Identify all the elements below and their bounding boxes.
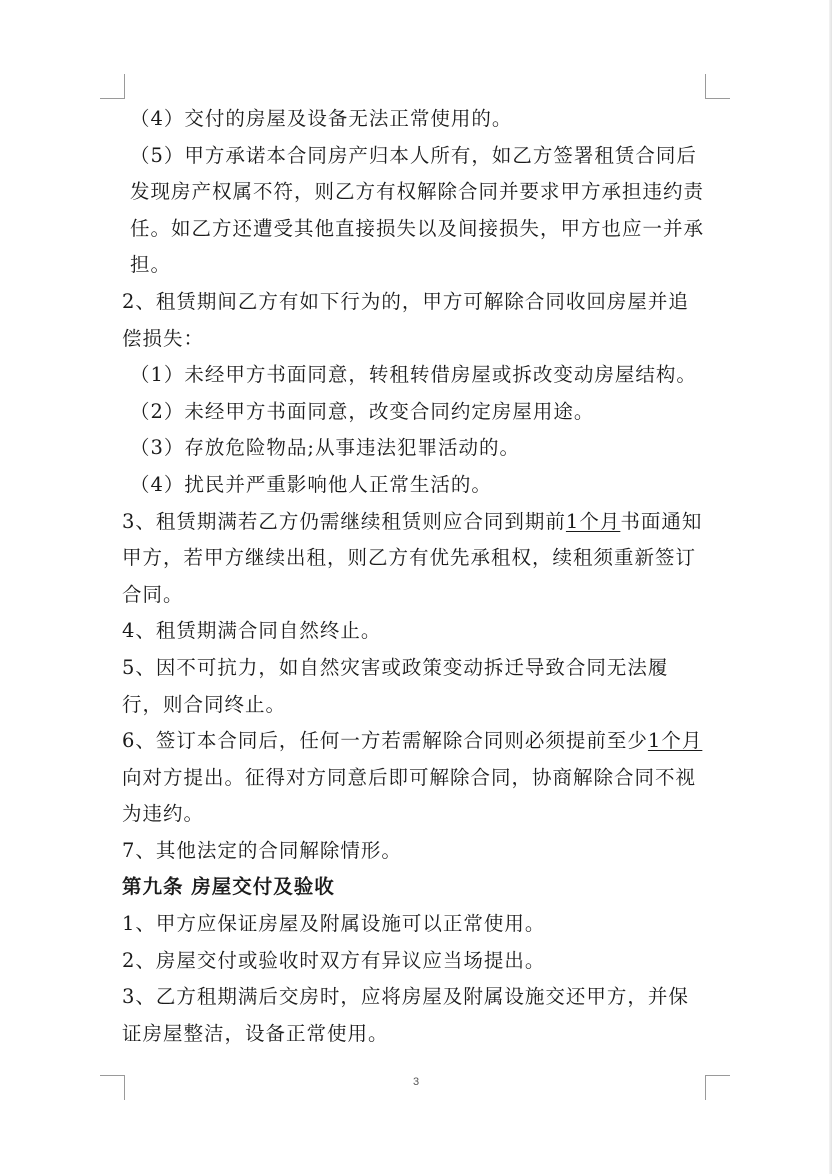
paragraph-article-9-item-2: 2、房屋交付或验收时双方有异议应当场提出。: [122, 948, 546, 972]
paragraph-item-2-sub1: （1）未经甲方书面同意，转租转借房屋或拆改变动房屋结构。: [130, 363, 697, 387]
paragraph-item-3: [122, 504, 708, 614]
paragraph-item-4: 4、租赁期满合同自然终止。: [122, 619, 382, 643]
document-body: [122, 101, 708, 1052]
paragraph-clause-5-sub5: （5）甲方承诺本合同房产归本人所有，如乙方签署租赁合同后发现房产权属不符，则乙方有权解除合同并要求甲方承担违约责任。如乙方还遭受其他直接损失以及间接损失，甲方也应一并承担。: [130, 143, 705, 277]
crop-mark-top-left: [100, 74, 125, 99]
paragraph-article-9-item-3: 3、乙方租期满后交房时，应将房屋及附属设施交还甲方，并保证房屋整洁，设备正常使用。: [122, 985, 689, 1045]
paragraph-item-6: [122, 723, 708, 833]
paragraph-article-9-item-1: 1、甲方应保证房屋及附属设施可以正常使用。: [122, 912, 546, 936]
paragraph-item-2-sub4: （4）扰民并严重影响他人正常生活的。: [130, 472, 492, 496]
paragraph-item-6-text-after: 向对方提出。征得对方同意后即可解除合同，协商解除合同不视为违约。: [122, 765, 697, 826]
page-number: 3: [412, 1076, 420, 1088]
paragraph-item-2-sub3: （3）存放危险物品;从事违法犯罪活动的。: [130, 436, 520, 460]
paragraph-item-5: 5、因不可抗力，如自然灾害或政策变动拆迁导致合同无法履行，则合同终止。: [122, 655, 669, 716]
paragraph-item-2-sub2: （2）未经甲方书面同意，改变合同约定房屋用途。: [130, 399, 595, 423]
termination-notice-underlined: 1个月: [647, 729, 703, 753]
notice-period-underlined: 1个月: [565, 509, 621, 533]
paragraph-item-2: 2、租赁期间乙方有如下行为的，甲方可解除合同收回房屋并追偿损失：: [122, 289, 689, 350]
paragraph-item-7: 7、其他法定的合同解除情形。: [122, 838, 402, 862]
paragraph-item-6-text-before: 6、签订本合同后，任何一方若需解除合同则必须提前至少: [122, 729, 648, 753]
crop-mark-top-right: [705, 74, 730, 99]
paragraph-item-3-text-before: 3、租赁期满若乙方仍需继续租赁则应合同到期前: [122, 509, 566, 533]
section-heading-article-9: 第九条 房屋交付及验收: [122, 875, 335, 899]
paragraph-item-3-text-after: 书面通知甲方，若甲方继续出租，则乙方有优先承租权，续租须重新签订合同。: [122, 509, 703, 606]
paragraph-clause-4-sub4: （4）交付的房屋及设备无法正常使用的。: [130, 107, 513, 130]
